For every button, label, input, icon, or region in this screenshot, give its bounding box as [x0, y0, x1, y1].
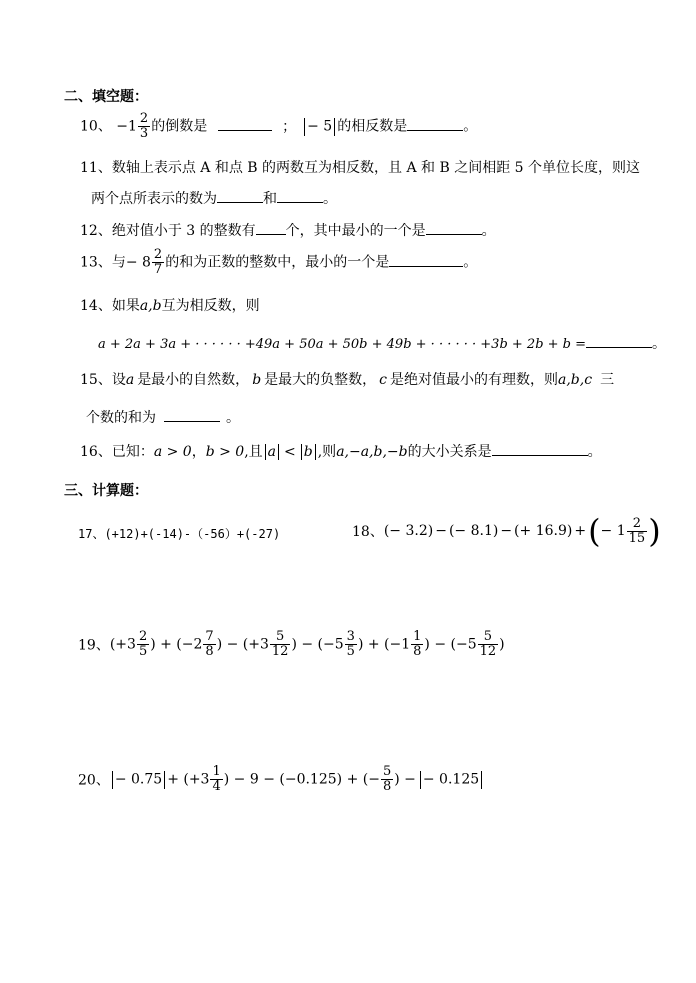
q15-var-a: a: [125, 372, 135, 388]
q15-text-d: 是绝对值最小的有理数，则: [390, 372, 558, 388]
q19-number: 19、: [78, 637, 110, 654]
q15-var-abc: a,b,c: [558, 372, 593, 388]
q14-blank[interactable]: [586, 334, 652, 348]
q18-mixed-whole: − 1: [600, 523, 626, 539]
q18-number: 18、: [352, 524, 384, 540]
q15-var-c: c: [379, 372, 387, 388]
q15-end: 。: [226, 410, 240, 426]
q10-separator: ；: [282, 118, 297, 135]
q16-cond-1: a > 0: [153, 444, 192, 460]
q20-number: 20、: [78, 772, 110, 789]
question-17: 17、(+12)+(-14)-（-56）+(-27): [78, 527, 281, 541]
q16-cond-2: b > 0: [205, 444, 245, 460]
q14-text-a: 14、如果: [80, 298, 140, 314]
q11-end: 。: [323, 191, 337, 207]
question-18: 18、(− 3.2) − (− 8.1) − (+ 16.9) +(− 1 $\frac{2}{15}$ ): [352, 512, 661, 550]
q16-text-a: 16、已知：: [80, 444, 154, 460]
question-10: [80, 112, 477, 141]
question-16: [80, 441, 602, 461]
q18-op-1: −: [435, 523, 447, 539]
question-14-line-2: [98, 333, 666, 353]
section-2-title: 二、填空题：: [64, 89, 148, 105]
question-15-line-1: [80, 369, 614, 389]
q10-text-2: 的相反数是: [337, 118, 408, 135]
q16-sep: ，: [191, 444, 206, 460]
question-20: 20、 − 0.75 + (+3 $\frac{1}{4}$ ) − 9 − (−0.125) + (− $\frac{5}{8}$ ) − − 0.125: [78, 765, 484, 794]
q15-line2-text: 个数的和为: [86, 410, 156, 426]
q10-number: 10、: [80, 118, 112, 135]
q10-fraction: $\frac{2}{3}$: [139, 111, 149, 141]
q18-fraction: $\frac{2}{15}$: [628, 515, 646, 546]
q10-text-1: 的倒数是: [151, 118, 208, 135]
q15-blank[interactable]: [164, 408, 220, 422]
q14-expression: a + 2a + 3a + · · · · · · +49a + 50a + 50b + 49b + · · · · · · +3b + 2b + b =: [98, 337, 587, 352]
q16-var-b: b: [303, 444, 313, 460]
q15-text-a: 15、设: [80, 372, 126, 388]
q10-end: 。: [463, 118, 478, 135]
q15-text-e: 三: [600, 372, 615, 388]
q10-abs-value: − 5: [307, 118, 333, 135]
q19-fraction-2: $\frac{7}{8}$: [205, 629, 214, 659]
q19-fraction-1: $\frac{2}{5}$: [138, 629, 148, 659]
q15-text-b: 是最小的自然数，: [137, 372, 250, 388]
q16-list: a,−a,b,−b: [336, 444, 408, 460]
q16-blank[interactable]: [492, 442, 588, 456]
q18-op-2: −: [500, 523, 513, 539]
q11-text-a: 两个点所表示的数为: [91, 191, 217, 207]
q18-term-2: (− 8.1): [448, 523, 499, 539]
q16-text-b: ,且: [244, 444, 263, 460]
q16-text-c: ,则: [317, 444, 337, 460]
q15-var-b: b: [252, 372, 262, 388]
q13-end: 。: [463, 254, 478, 271]
q12-blank-2[interactable]: [426, 221, 482, 235]
q14-end: 。: [652, 336, 667, 352]
q12-text-b: 个，其中最小的一个是: [285, 223, 426, 239]
question-11-line-1: 11、数轴上表示点 A 和点 B 的两数互为相反数，且 A 和 B 之间相距 5 个单位长度，则这: [80, 160, 641, 176]
q19-fraction-4: $\frac{3}{5}$: [346, 629, 355, 659]
q16-text-d: 的大小关系是: [407, 444, 492, 460]
q13-number: 13、与: [80, 254, 126, 271]
q19-fraction-3: $\frac{5}{12}$: [271, 629, 289, 659]
q18-term-3: (+ 16.9): [514, 523, 573, 539]
q15-text-c: 是最大的负整数，: [264, 372, 377, 388]
q19-fraction-6: $\frac{5}{12}$: [479, 629, 497, 659]
question-12: [80, 220, 496, 240]
q16-end: 。: [587, 444, 602, 460]
q20-fraction-2: $\frac{5}{8}$: [382, 764, 392, 794]
q18-op-3: +: [574, 523, 587, 539]
q13-mixed-whole: − 8: [125, 254, 151, 271]
q20-abs-1: − 0.75: [114, 771, 163, 788]
q11-blank-2[interactable]: [277, 189, 323, 203]
q12-text-a: 12、绝对值小于 3 的整数有: [80, 223, 256, 239]
q16-less-than: <: [284, 444, 296, 460]
q18-term-1: (− 3.2): [383, 523, 434, 539]
q11-text-b: 和: [263, 191, 277, 207]
q13-blank[interactable]: [389, 253, 463, 267]
q11-blank-1[interactable]: [217, 189, 263, 203]
question-14-line-1: [80, 295, 260, 315]
q10-blank-1[interactable]: [218, 117, 272, 131]
q12-end: 。: [481, 223, 496, 239]
question-11-line-2: [91, 188, 337, 208]
q12-blank-1[interactable]: [256, 221, 286, 235]
q14-vars: a,b: [139, 298, 162, 314]
q13-text: 的和为正数的整数中，最小的一个是: [165, 254, 390, 271]
q19-fraction-5: $\frac{1}{8}$: [413, 629, 422, 659]
section-3-title: 三、计算题：: [64, 483, 148, 499]
q14-text-b: 互为相反数，则: [161, 298, 260, 314]
q10-mixed-whole: −1: [116, 118, 137, 135]
question-19: 19、(+3 $\frac{2}{5}$ ) + (−2 $\frac{7}{8}$ ) − (+3 $\frac{5}{12}$ ) − (−5 $\frac{3}{5}$ ) + (−1 $\frac{1}{8}$ ) − (−5 $\frac{5}{12}$ ): [78, 629, 505, 659]
question-15-line-2: [86, 407, 240, 427]
q10-blank-2[interactable]: [407, 117, 463, 131]
q20-fraction-1: $\frac{1}{4}$: [212, 764, 221, 794]
q13-fraction: $\frac{2}{7}$: [153, 247, 163, 277]
q16-var-a: a: [267, 444, 277, 460]
q20-abs-2: − 0.125: [422, 771, 480, 788]
question-13: [80, 248, 477, 277]
